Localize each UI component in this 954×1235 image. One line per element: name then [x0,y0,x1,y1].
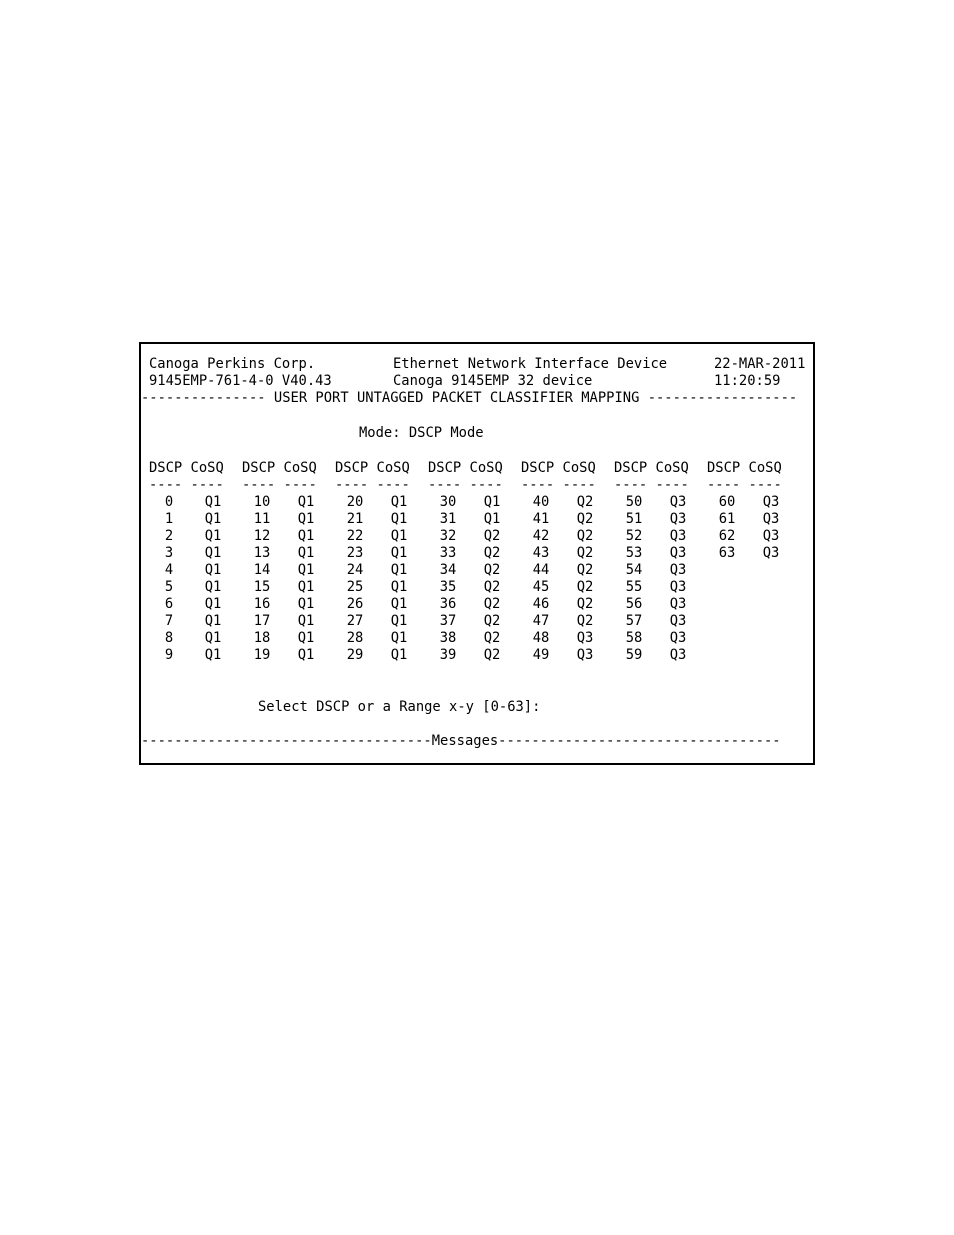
table-row [428,528,520,545]
cosq-value: Q3 [576,647,594,663]
cosq-value: Q1 [297,579,315,595]
dscp-value: 23 [346,545,364,561]
cosq-value: Q1 [297,613,315,629]
dscp-value: 20 [346,494,364,510]
table-row [707,528,799,545]
column-underline: ---- ---- [149,477,224,493]
dscp-value: 6 [164,596,174,612]
table-row [428,562,520,579]
cosq-value: Q2 [483,630,501,646]
dscp-value: 12 [253,528,271,544]
table-row [614,494,706,511]
dscp-value: 63 [718,545,736,561]
dscp-value: 21 [346,511,364,527]
cosq-value: Q1 [390,545,408,561]
cosq-value: Q1 [390,528,408,544]
dscp-header: DSCP [707,460,741,476]
table-row [335,511,427,528]
cosq-value: Q2 [576,613,594,629]
table-row [521,579,613,596]
column-underline: ---- ---- [428,477,503,493]
dscp-value: 36 [439,596,457,612]
column-header [242,460,317,476]
screen-title-bar: --------------- USER PORT UNTAGGED PACKET CLASSIFIER MAPPING ------------------ [141,390,798,406]
cosq-value: Q3 [669,528,687,544]
table-row [428,596,520,613]
dscp-value: 15 [253,579,271,595]
dscp-value: 1 [164,511,174,527]
dscp-value: 0 [164,494,174,510]
current-date: 22-MAR-2011 [714,356,806,372]
cosq-value: Q1 [204,630,222,646]
dscp-value: 49 [532,647,550,663]
cosq-value: Q1 [483,511,501,527]
cosq-value: Q3 [669,630,687,646]
cosq-header: CoSQ [562,460,596,476]
cosq-value: Q2 [483,545,501,561]
dscp-value: 24 [346,562,364,578]
cosq-value: Q1 [390,511,408,527]
column-header [707,460,782,476]
table-row [149,494,241,511]
cosq-value: Q1 [204,545,222,561]
cosq-value: Q3 [669,545,687,561]
table-row [242,562,334,579]
table-row [335,562,427,579]
table-row [428,511,520,528]
dscp-value: 58 [625,630,643,646]
cosq-value: Q1 [204,647,222,663]
table-row [149,528,241,545]
cosq-value: Q3 [576,630,594,646]
column-underline: ---- ---- [707,477,782,493]
cosq-value: Q1 [297,562,315,578]
cosq-value: Q1 [204,613,222,629]
dscp-value: 28 [346,630,364,646]
column-header [149,460,224,476]
cosq-value: Q1 [390,562,408,578]
cosq-value: Q2 [576,545,594,561]
column-underline: ---- ---- [521,477,596,493]
table-row [242,528,334,545]
table-row [614,596,706,613]
table-row [428,494,520,511]
dscp-value: 4 [164,562,174,578]
table-row [614,630,706,647]
messages-bar: -----------------------------------Messages---------------------------------- [141,733,781,749]
mode-indicator: Mode: DSCP Mode [359,425,484,441]
dscp-value: 60 [718,494,736,510]
table-row [335,596,427,613]
cosq-value: Q2 [576,494,594,510]
table-row [521,528,613,545]
dscp-value: 37 [439,613,457,629]
cosq-value: Q3 [669,579,687,595]
table-row [521,511,613,528]
column-underline: ---- ---- [614,477,689,493]
dscp-value: 25 [346,579,364,595]
table-row [614,528,706,545]
table-row [149,596,241,613]
table-row [149,579,241,596]
table-row [614,647,706,664]
table-row [242,613,334,630]
cosq-header: CoSQ [283,460,317,476]
cosq-value: Q1 [297,596,315,612]
dscp-value: 44 [532,562,550,578]
cosq-header: CoSQ [190,460,224,476]
dscp-value: 16 [253,596,271,612]
cosq-value: Q2 [483,613,501,629]
table-row [428,579,520,596]
cosq-value: Q1 [297,647,315,663]
table-row [335,528,427,545]
table-row [614,511,706,528]
cosq-value: Q3 [762,511,780,527]
dscp-value: 56 [625,596,643,612]
table-row [335,630,427,647]
cosq-value: Q1 [204,511,222,527]
dscp-value: 9 [164,647,174,663]
table-row [428,647,520,664]
dscp-header: DSCP [521,460,555,476]
dscp-value: 29 [346,647,364,663]
current-time: 11:20:59 [714,373,781,389]
table-row [335,647,427,664]
table-row [707,545,799,562]
cosq-value: Q1 [297,545,315,561]
dscp-value: 31 [439,511,457,527]
table-row [242,579,334,596]
cosq-value: Q1 [390,647,408,663]
table-row [149,647,241,664]
cosq-value: Q1 [204,579,222,595]
cosq-header: CoSQ [376,460,410,476]
cosq-value: Q1 [390,596,408,612]
terminal-screen [139,342,815,765]
cosq-value: Q2 [576,562,594,578]
dscp-header: DSCP [428,460,462,476]
cosq-value: Q3 [762,545,780,561]
dscp-value: 11 [253,511,271,527]
column-header [335,460,410,476]
company-name: Canoga Perkins Corp. [149,356,316,372]
table-row [428,630,520,647]
dscp-value: 30 [439,494,457,510]
dscp-value: 55 [625,579,643,595]
dscp-value: 8 [164,630,174,646]
dscp-value: 34 [439,562,457,578]
dscp-value: 47 [532,613,550,629]
table-row [242,596,334,613]
cosq-value: Q3 [669,596,687,612]
dscp-value: 53 [625,545,643,561]
table-row [242,545,334,562]
dscp-value: 40 [532,494,550,510]
cosq-value: Q1 [390,613,408,629]
column-header [614,460,689,476]
cosq-value: Q2 [576,579,594,595]
dscp-value: 7 [164,613,174,629]
table-row [614,613,706,630]
dscp-header: DSCP [242,460,276,476]
dscp-value: 5 [164,579,174,595]
dscp-value: 35 [439,579,457,595]
cosq-value: Q2 [483,596,501,612]
column-header [521,460,596,476]
cosq-value: Q2 [483,579,501,595]
dscp-value: 45 [532,579,550,595]
table-row [614,562,706,579]
table-row [521,545,613,562]
cosq-value: Q2 [576,511,594,527]
dscp-header: DSCP [149,460,183,476]
dscp-value: 10 [253,494,271,510]
dscp-value: 22 [346,528,364,544]
cosq-value: Q3 [669,613,687,629]
cosq-value: Q2 [576,528,594,544]
table-row [521,494,613,511]
cosq-header: CoSQ [748,460,782,476]
table-row [521,647,613,664]
column-underline: ---- ---- [335,477,410,493]
dscp-value: 50 [625,494,643,510]
dscp-value: 38 [439,630,457,646]
dscp-value: 54 [625,562,643,578]
cosq-value: Q2 [576,596,594,612]
table-row [335,613,427,630]
dscp-value: 17 [253,613,271,629]
cosq-value: Q1 [204,596,222,612]
cosq-value: Q1 [297,511,315,527]
cosq-value: Q3 [762,528,780,544]
table-row [149,545,241,562]
cosq-value: Q1 [204,494,222,510]
cosq-value: Q2 [483,528,501,544]
cosq-header: CoSQ [655,460,689,476]
dscp-value: 19 [253,647,271,663]
selection-prompt[interactable]: Select DSCP or a Range x-y [0-63]: [258,699,541,715]
dscp-value: 13 [253,545,271,561]
cosq-value: Q1 [390,494,408,510]
table-row [707,511,799,528]
cosq-value: Q1 [390,579,408,595]
table-row [521,596,613,613]
dscp-value: 41 [532,511,550,527]
table-row [242,630,334,647]
model-version: 9145EMP-761-4-0 V40.43 [149,373,332,389]
table-row [521,630,613,647]
table-row [149,613,241,630]
table-row [242,494,334,511]
cosq-value: Q1 [297,494,315,510]
dscp-value: 46 [532,596,550,612]
dscp-value: 33 [439,545,457,561]
dscp-value: 32 [439,528,457,544]
cosq-value: Q3 [762,494,780,510]
cosq-value: Q1 [204,528,222,544]
table-row [614,579,706,596]
table-row [242,511,334,528]
cosq-value: Q3 [669,647,687,663]
dscp-header: DSCP [614,460,648,476]
table-row [707,494,799,511]
dscp-value: 27 [346,613,364,629]
cosq-value: Q1 [483,494,501,510]
dscp-value: 51 [625,511,643,527]
dscp-value: 59 [625,647,643,663]
dscp-header: DSCP [335,460,369,476]
device-name: Canoga 9145EMP 32 device [393,373,593,389]
cosq-value: Q1 [297,528,315,544]
table-row [335,494,427,511]
dscp-value: 61 [718,511,736,527]
table-row [521,613,613,630]
cosq-value: Q1 [390,630,408,646]
cosq-value: Q2 [483,562,501,578]
dscp-value: 42 [532,528,550,544]
column-header [428,460,503,476]
table-row [428,545,520,562]
table-row [521,562,613,579]
dscp-value: 18 [253,630,271,646]
dscp-value: 43 [532,545,550,561]
cosq-header: CoSQ [469,460,503,476]
dscp-value: 57 [625,613,643,629]
dscp-value: 26 [346,596,364,612]
table-row [149,562,241,579]
dscp-value: 39 [439,647,457,663]
dscp-value: 52 [625,528,643,544]
table-row [428,613,520,630]
dscp-value: 62 [718,528,736,544]
product-title: Ethernet Network Interface Device [393,356,668,372]
table-row [614,545,706,562]
column-underline: ---- ---- [242,477,317,493]
table-row [149,630,241,647]
cosq-value: Q3 [669,511,687,527]
table-row [242,647,334,664]
table-row [149,511,241,528]
table-row [335,579,427,596]
cosq-value: Q3 [669,494,687,510]
cosq-value: Q3 [669,562,687,578]
dscp-value: 2 [164,528,174,544]
dscp-value: 3 [164,545,174,561]
dscp-value: 14 [253,562,271,578]
dscp-value: 48 [532,630,550,646]
cosq-value: Q1 [297,630,315,646]
table-row [335,545,427,562]
cosq-value: Q1 [204,562,222,578]
cosq-value: Q2 [483,647,501,663]
